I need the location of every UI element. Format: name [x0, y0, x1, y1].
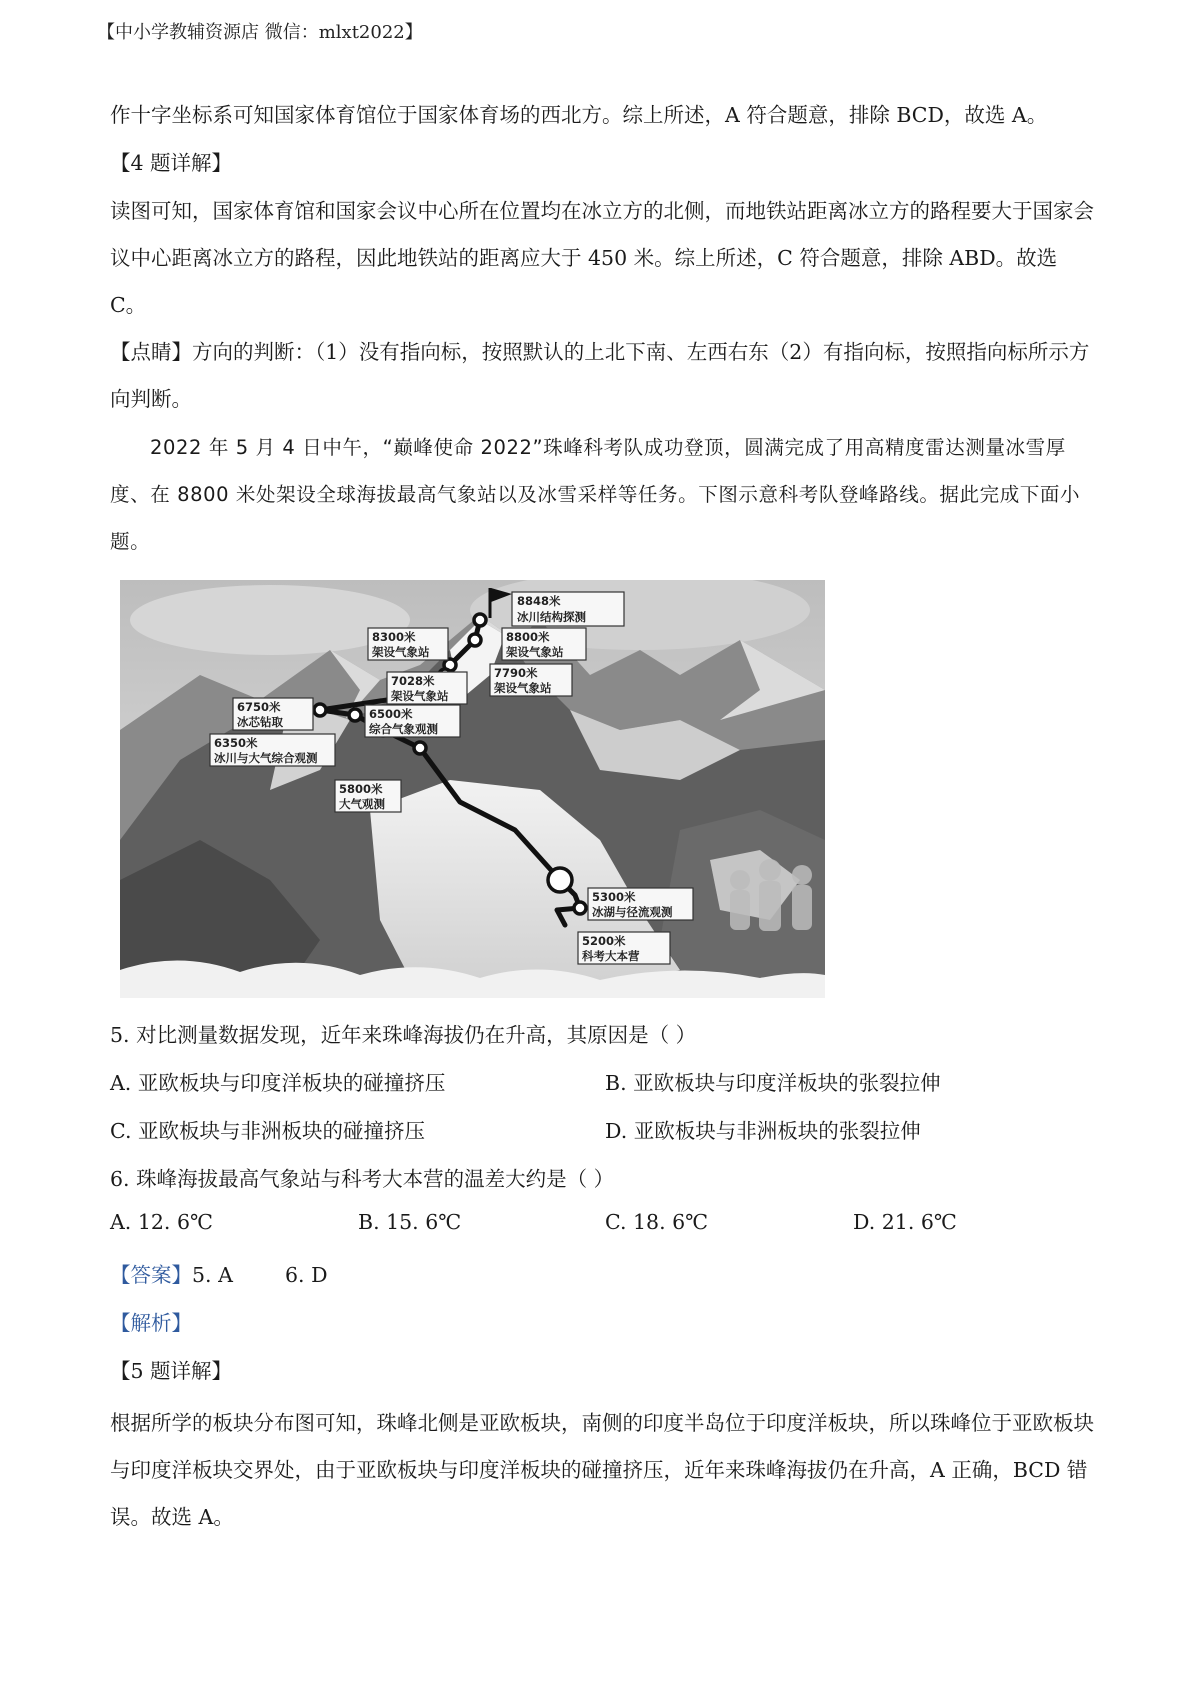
label-8800: [502, 628, 586, 660]
svg-text:大气观测: 大气观测: [339, 797, 385, 811]
label-8300: [368, 628, 448, 660]
svg-text:6750米: 6750米: [237, 700, 281, 714]
label-6500: [365, 705, 460, 737]
label-7790: [490, 664, 572, 696]
svg-text:5800米: 5800米: [339, 782, 383, 796]
svg-text:架设气象站: 架设气象站: [391, 689, 449, 703]
question-5-stem: 5. 对比测量数据发现，近年来珠峰海拔仍在升高，其原因是（ ）: [110, 1023, 697, 1047]
label-8848: [512, 592, 624, 626]
svg-text:科考大本营: 科考大本营: [582, 949, 640, 963]
q5-option-b: B. 亚欧板块与印度洋板块的张裂拉伸: [605, 1071, 941, 1095]
q6-option-c: C. 18. 6℃: [605, 1210, 709, 1234]
svg-text:8848米: 8848米: [517, 594, 561, 608]
paragraph-q4-detail: 读图可知，国家体育馆和国家会议中心所在位置均在冰立方的北侧，而地铁站距离冰立方的路程要大于国家会议中心距离冰立方的路程，因此地铁站的距离应大于 450 米。综上所述，C 符合题意，排除 ABD。故选 C。: [110, 199, 1094, 317]
q5-option-c: C. 亚欧板块与非洲板块的碰撞挤压: [110, 1119, 425, 1143]
q6-option-b: B. 15. 6℃: [358, 1210, 462, 1234]
svg-text:7790米: 7790米: [494, 666, 538, 680]
q6-option-a: A. 12. 6℃: [110, 1210, 213, 1234]
page-header: 【中小学教辅资源店 微信：mlxt2022】: [97, 22, 423, 43]
q5-detail-title: 【5 题详解】: [110, 1359, 233, 1383]
svg-text:5300米: 5300米: [592, 890, 636, 904]
question-6-stem: 6. 珠峰海拔最高气象站与科考大本营的温差大约是（ ）: [110, 1167, 615, 1191]
svg-text:6350米: 6350米: [214, 736, 258, 750]
svg-text:综合气象观测: 综合气象观测: [369, 722, 438, 736]
everest-route-figure: [120, 580, 825, 998]
answer-label: 【答案】: [110, 1263, 192, 1287]
paragraph-q3-conclusion: 作十字坐标系可知国家体育馆位于国家体育场的西北方。综上所述，A 符合题意，排除 BCD，故选 A。: [110, 103, 1048, 127]
label-6750: [233, 698, 313, 730]
svg-text:冰川结构探测: 冰川结构探测: [517, 610, 586, 624]
label-6350: [210, 734, 335, 766]
svg-text:冰川与大气综合观测: 冰川与大气综合观测: [214, 751, 318, 765]
svg-text:架设气象站: 架设气象站: [506, 645, 564, 659]
q5-option-a: A. 亚欧板块与印度洋板块的碰撞挤压: [110, 1071, 446, 1095]
q4-detail-title: 【4 题详解】: [110, 151, 233, 175]
q5-option-d: D. 亚欧板块与非洲板块的张裂拉伸: [605, 1119, 921, 1143]
svg-text:8800米: 8800米: [506, 630, 550, 644]
svg-text:7028米: 7028米: [391, 674, 435, 688]
answer-line: [110, 1258, 328, 1288]
q6-option-d: D. 21. 6℃: [853, 1210, 957, 1234]
svg-text:冰湖与径流观测: 冰湖与径流观测: [592, 905, 673, 919]
answer-value: 5. A 6. D: [192, 1263, 328, 1287]
q5-detail-text: 根据所学的板块分布图可知，珠峰北侧是亚欧板块，南侧的印度半岛位于印度洋板块，所以珠峰位于亚欧板块与印度洋板块交界处，由于亚欧板块与印度洋板块的碰撞挤压，近年来珠峰海拔仍在升高，A 正确，BCD 错误。故选 A。: [110, 1411, 1094, 1529]
svg-text:架设气象站: 架设气象站: [372, 645, 430, 659]
label-5200: [578, 932, 670, 964]
everest-route-illustration: [120, 580, 825, 998]
svg-text:8300米: 8300米: [372, 630, 416, 644]
label-7028: [387, 672, 467, 704]
analysis-label: 【解析】: [110, 1311, 192, 1335]
svg-text:5200米: 5200米: [582, 934, 626, 948]
label-5300: [588, 888, 693, 920]
svg-text:冰芯钻取: 冰芯钻取: [237, 715, 283, 729]
dianjing-note: 【点睛】方向的判断：（1）没有指向标，按照默认的上北下南、左西右东（2）有指向标，按照指向标所示方向判断。: [110, 340, 1090, 411]
passage-intro: 2022 年 5 月 4 日中午，“巅峰使命 2022”珠峰科考队成功登顶，圆满完成了用高精度雷达测量冰雪厚度、在 8800 米处架设全球海拔最高气象站以及冰雪采样等任务。下图示意科考队登峰路线。据此完成下面小题。: [110, 436, 1081, 553]
label-5800: [335, 780, 401, 812]
svg-text:6500米: 6500米: [369, 707, 413, 721]
svg-text:架设气象站: 架设气象站: [494, 681, 552, 695]
